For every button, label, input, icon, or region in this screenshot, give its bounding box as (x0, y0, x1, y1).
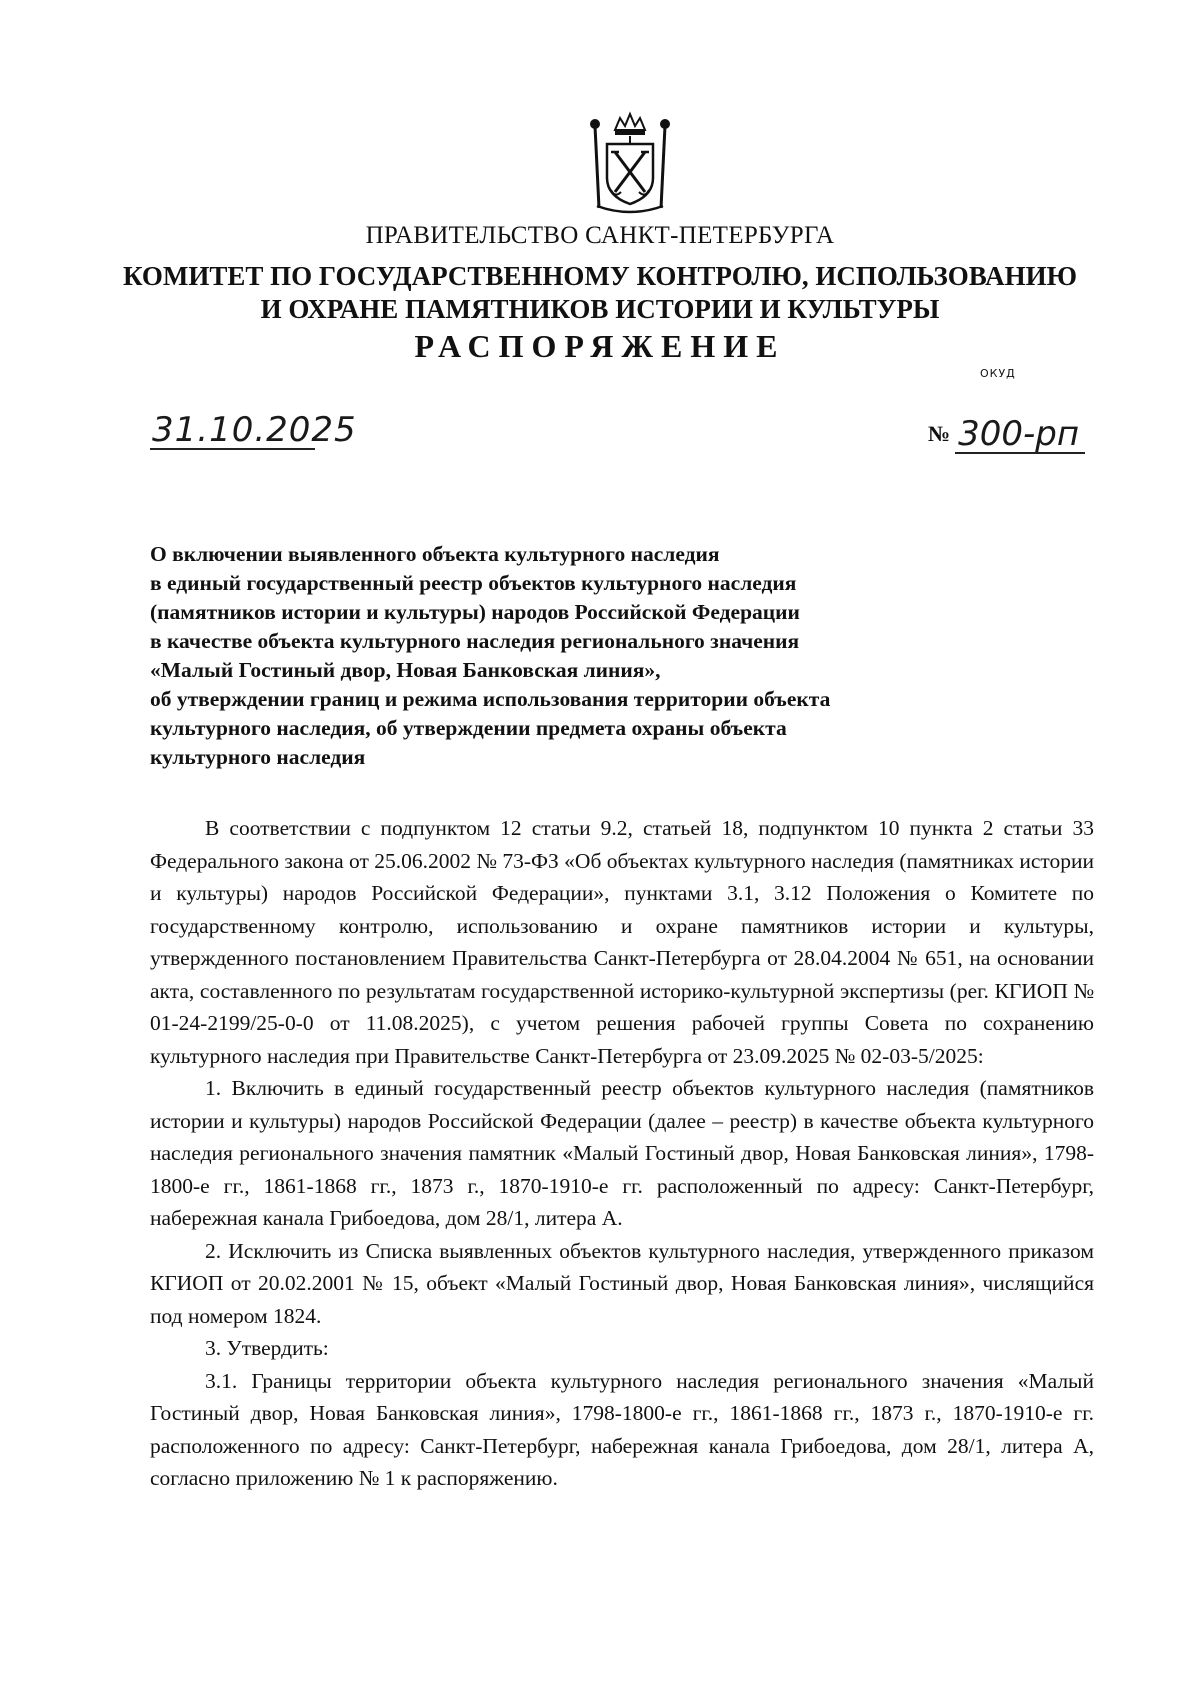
document-body (150, 812, 1094, 1495)
body-paragraph-item-1: 1. Включить в единый государственный реестр объектов культурного наследия (памятников истории и культуры) народов Российской Федерации (далее – реестр) в качестве объекта культурного наследия регионального значения памятник «Малый Гостиный двор, Новая Банковская линия», 1798-1800-е гг., 1861-1868 гг., 1873 г., 1870-1910-е гг. расположенный по адресу: Санкт-Петербург, набережная канала Грибоедова, дом 28/1, литера А. (150, 1076, 1094, 1230)
number-sign: № (928, 421, 951, 446)
subject-line: культурного наследия (150, 745, 366, 769)
subject-line: культурного наследия, об утверждении предмета охраны объекта (150, 716, 787, 740)
number-underline (955, 452, 1085, 454)
okud-label: ОКУД (980, 367, 1016, 380)
saint-petersburg-coat-of-arms-icon (585, 108, 675, 218)
date-underline (150, 448, 315, 450)
subject-line: (памятников истории и культуры) народов Российской Федерации (150, 600, 800, 624)
document-date: 31.10.2025 (152, 410, 357, 450)
subject-line: в качестве объекта культурного наследия регионального значения (150, 629, 800, 653)
subject-line: об утверждении границ и режима использования территории объекта (150, 687, 831, 711)
body-paragraph-item-2: 2. Исключить из Списка выявленных объектов культурного наследия, утвержденного приказом КГИОП от 20.02.2001 № 15, объект «Малый Гостиный двор, Новая Банковская линия», числящийся под номером 1824. (150, 1238, 1094, 1328)
body-paragraph-item-3-1: 3.1. Границы территории объекта культурного наследия регионального значения «Малый Гостиный двор, Новая Банковская линия», 1798-1800-е гг., 1861-1868 гг., 1873 г., 1870-1910-е гг. расположенного по адресу: Санкт-Петербург, набережная канала Грибоедова, дом 28/1, литера А, согласно приложению № 1 к распоряжению. (150, 1368, 1094, 1490)
committee-name-line-1: КОМИТЕТ ПО ГОСУДАРСТВЕННОМУ КОНТРОЛЮ, ИСПОЛЬЗОВАНИЮ (123, 261, 1077, 291)
subject-line: «Малый Гостиный двор, Новая Банковская линия», (150, 658, 661, 682)
subject-line: О включении выявленного объекта культурного наследия (150, 542, 720, 566)
committee-name-line-2: И ОХРАНЕ ПАМЯТНИКОВ ИСТОРИИ И КУЛЬТУРЫ (260, 294, 940, 324)
document-type-title: РАСПОРЯЖЕНИЕ (414, 328, 786, 364)
body-paragraph-item-3: 3. Утвердить: (205, 1336, 329, 1360)
body-paragraph-preamble: В соответствии с подпунктом 12 статьи 9.2, статьей 18, подпунктом 10 пункта 2 статьи 33 Федерального закона от 25.06.2002 № 73-ФЗ «Об объектах культурного наследия (памятниках истории и культуры) народов Российской Федерации», пунктами 3.1, 3.12 Положения о Комитете по государственному контролю, использованию и охране памятников истории и культуры, утвержденного постановлением Правительства Санкт-Петербурга от 28.04.2004 № 651, на основании акта, составленного по результатам государственной историко-культурной экспертизы (рег. КГИОП № 01-24-2199/25-0-0 от 11.08.2025), с учетом решения рабочей группы Совета по сохранению культурного наследия при Правительстве Санкт-Петербурга от 23.09.2025 № 02-03-5/2025: (150, 816, 1094, 1068)
document-subject (150, 540, 930, 772)
number-value: 300-рп (958, 414, 1080, 454)
government-name: ПРАВИТЕЛЬСТВО САНКТ-ПЕТЕРБУРГА (365, 222, 835, 249)
subject-line: в единый государственный реестр объектов культурного наследия (150, 571, 797, 595)
committee-name (0, 260, 1200, 326)
document-number (928, 414, 1079, 454)
